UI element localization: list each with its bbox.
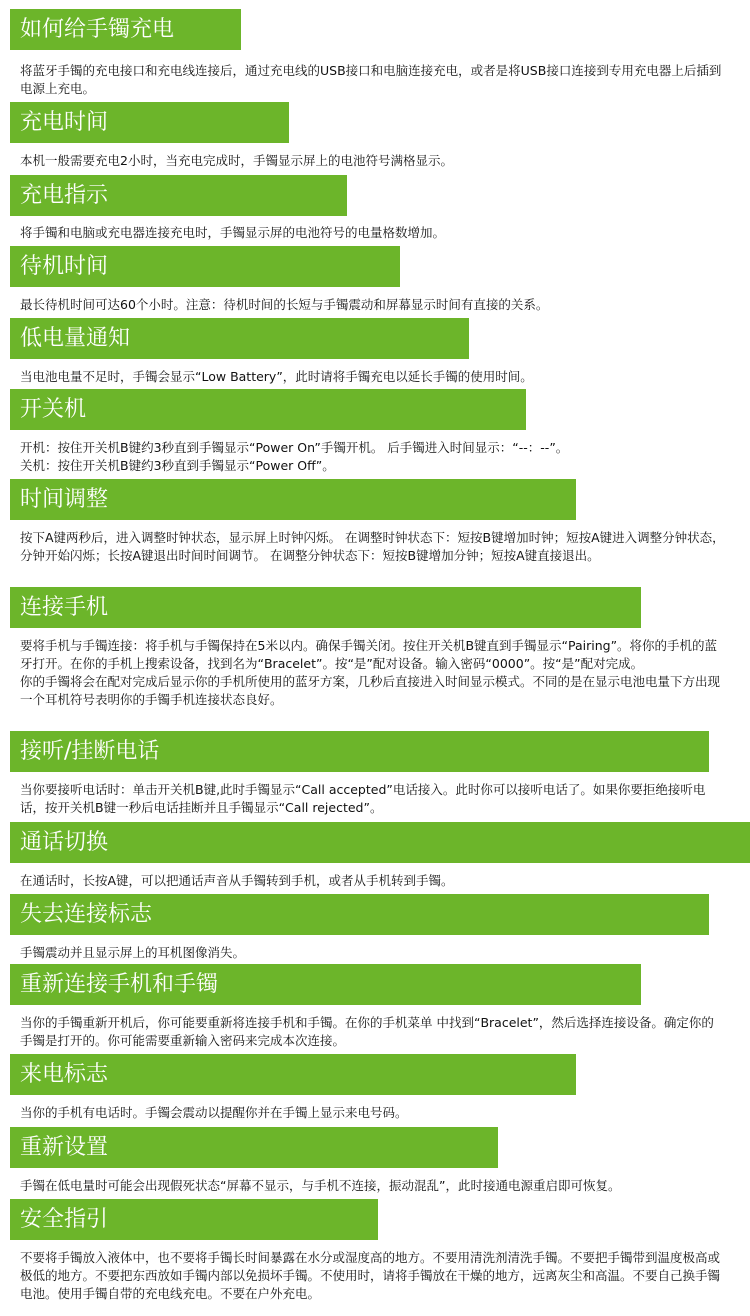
section-body xyxy=(20,1177,725,1195)
section-heading: 失去连接标志 xyxy=(10,894,709,935)
paragraph: 开机：按住开关机B键约3秒直到手镯显示“Power On”手镯开机。 后手镯进入时间显示：“--：--”。 xyxy=(20,440,569,455)
paragraph: 关机：按住开关机B键约3秒直到手镯显示“Power Off”。 xyxy=(20,458,335,473)
section-body xyxy=(20,944,725,962)
paragraph: 当电池电量不足时，手镯会显示“Low Battery”，此时请将手镯充电以延长手镯的使用时间。 xyxy=(20,369,533,384)
section-heading: 来电标志 xyxy=(10,1054,576,1095)
section-body xyxy=(20,1014,725,1050)
paragraph: 手镯在低电量时可能会出现假死状态“屏幕不显示，与手机不连接，振动混乱”，此时接通电源重启即可恢复。 xyxy=(20,1178,621,1193)
section-heading: 接听/挂断电话 xyxy=(10,731,709,772)
paragraph: 你的手镯将会在配对完成后显示你的手机所使用的蓝牙方案，几秒后直接进入时间显示模式。不同的是在显示电池电量下方出现一个耳机符号表明你的手镯手机连接状态良好。 xyxy=(20,674,721,707)
section-heading: 充电指示 xyxy=(10,175,347,216)
section-heading: 连接手机 xyxy=(10,587,641,628)
section-body xyxy=(20,296,725,314)
section-body xyxy=(20,62,725,98)
section-heading: 重新连接手机和手镯 xyxy=(10,964,641,1005)
section-body xyxy=(20,529,725,565)
section-body xyxy=(20,224,725,242)
section-body xyxy=(20,152,725,170)
paragraph: 将手镯和电脑或充电器连接充电时，手镯显示屏的电池符号的电量格数增加。 xyxy=(20,225,446,240)
section-heading: 如何给手镯充电 xyxy=(10,9,241,50)
section-heading: 通话切换 xyxy=(10,822,750,863)
section-heading: 低电量通知 xyxy=(10,318,469,359)
paragraph: 将蓝牙手镯的充电接口和充电线连接后，通过充电线的USB接口和电脑连接充电，或者是将USB接口连接到专用充电器上后插到电源上充电。 xyxy=(20,63,722,96)
section-body xyxy=(20,637,725,709)
paragraph: 当你的手机有电话时。手镯会震动以提醒你并在手镯上显示来电号码。 xyxy=(20,1105,408,1120)
section-body xyxy=(20,1104,725,1122)
section-heading: 安全指引 xyxy=(10,1199,378,1240)
paragraph: 本机一般需要充电2小时，当充电完成时，手镯显示屏上的电池符号满格显示。 xyxy=(20,153,453,168)
section-heading: 待机时间 xyxy=(10,246,400,287)
section-body xyxy=(20,872,725,890)
section-heading: 开关机 xyxy=(10,389,526,430)
paragraph: 当你要接听电话时：单击开关机B键,此时手镯显示“Call accepted”电话接入。此时你可以接听电话了。如果你要拒绝接听电话，按开关机B键一秒后电话挂断并且手镯显示“Call rejected”。 xyxy=(20,782,706,815)
section-body xyxy=(20,1249,725,1303)
section-body xyxy=(20,781,725,817)
paragraph: 最长待机时间可达60个小时。注意：待机时间的长短与手镯震动和屏幕显示时间有直接的关系。 xyxy=(20,297,549,312)
section-body xyxy=(20,368,725,386)
paragraph: 按下A键两秒后，进入调整时钟状态，显示屏上时钟闪烁。 在调整时钟状态下：短按B键增加时钟；短按A键进入调整分钟状态，分钟开始闪烁；长按A键退出时间时间调节。 在调整分钟状态下：短按B键增加分钟；短按A键直接退出。 xyxy=(20,530,725,563)
paragraph: 当你的手镯重新开机后，你可能要重新将连接手机和手镯。在你的手机菜单 中找到“Bracelet”，然后选择连接设备。确定你的手镯是打开的。你可能需要重新输入密码来完成本次连接。 xyxy=(20,1015,714,1048)
paragraph: 手镯震动并且显示屏上的耳机图像消失。 xyxy=(20,945,246,960)
paragraph: 不要将手镯放入液体中，也不要将手镯长时间暴露在水分或湿度高的地方。不要用清洗剂清洗手镯。不要把手镯带到温度极高或极低的地方。不要把东西放如手镯内部以免损坏手镯。不使用时，请将手镯放在干燥的地方，远离灰尘和高温。不要自己换手镯电池。使用手镯自带的充电线充电。不要在户外充电。 xyxy=(20,1250,721,1301)
paragraph: 在通话时，长按A键，可以把通话声音从手镯转到手机，或者从手机转到手镯。 xyxy=(20,873,454,888)
section-heading: 重新设置 xyxy=(10,1127,498,1168)
section-heading: 充电时间 xyxy=(10,102,289,143)
paragraph: 要将手机与手镯连接：将手机与手镯保持在5米以内。确保手镯关闭。按住开关机B键直到手镯显示“Pairing”。将你的手机的蓝牙打开。在你的手机上搜索设备，找到名为“Bracelet”。按“是”配对设备。输入密码“0000”。按“是”配对完成。 xyxy=(20,638,718,671)
section-body xyxy=(20,439,725,475)
section-heading: 时间调整 xyxy=(10,479,576,520)
